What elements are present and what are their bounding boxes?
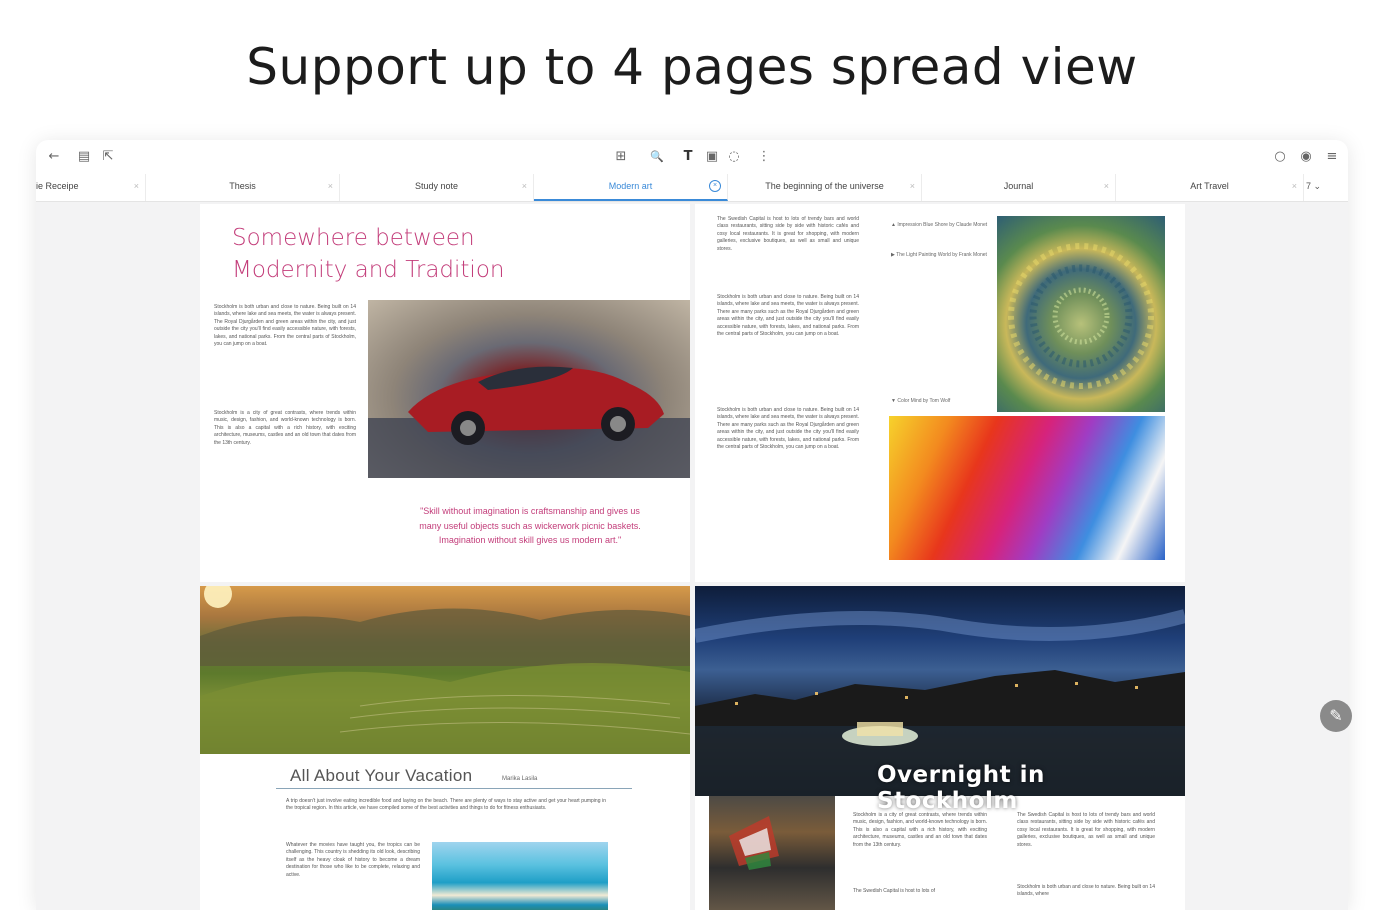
abstract-mosaic-painting xyxy=(997,216,1165,412)
close-icon[interactable]: × xyxy=(909,181,915,191)
tab-bar xyxy=(36,174,1348,202)
red-sports-car-image xyxy=(368,300,690,478)
page-title-line-2: Modernity and Tradition xyxy=(232,257,505,283)
eye-reading-icon[interactable]: ◉ xyxy=(1300,149,1312,164)
tab-thesis[interactable] xyxy=(146,174,340,201)
image-caption: ▼ Color Mind by Tom Wolf xyxy=(891,398,951,404)
page-title-line-1: Somewhere between xyxy=(232,225,475,251)
tab-label: Thesis xyxy=(229,181,256,191)
tab-label: The beginning of the universe xyxy=(765,181,884,191)
banner-title: Overnight in Stockholm xyxy=(877,762,1045,814)
close-icon[interactable]: × xyxy=(709,180,721,192)
article-author: Marika Lasila xyxy=(502,776,538,782)
body-paragraph: The Swedish Capital is host to lots of xyxy=(853,888,935,894)
app-window xyxy=(36,140,1348,910)
body-paragraph: Stockholm is both urban and close to nature. Being built on 14 islands, where lake and sea meets, the water is always present. There are many parks such as the Royal Djurgården and green areas within the city, and just outside the city you'll find easily accessible nature, with forests, lakes, and national parks. From the central parts of Stockholm, you can jump on a boat. xyxy=(717,294,859,338)
tab-study-note[interactable] xyxy=(340,174,534,201)
body-paragraph: Stockholm is a city of great contrasts, where trends within music, design, fashion, and world-known technology is born. This is also a capital with a rich history, with exciting architecture, museums, castles and an old town that dates from the 13th century. xyxy=(853,812,987,848)
search-zoom-icon[interactable]: 🔍 xyxy=(650,150,664,163)
page-4 xyxy=(695,586,1185,910)
body-paragraph: Stockholm is a city of great contrasts, where trends within music, design, fashion, and world-known technology is born. This is also a capital with a rich history, with exciting architecture, museums, castles and an old town that dates from the 13th century. xyxy=(214,410,356,446)
tab-label: Journal xyxy=(1003,181,1034,191)
tab-label: Art Travel xyxy=(1190,181,1229,191)
tab-recipe[interactable] xyxy=(36,174,146,201)
thumbnail-grid-icon[interactable]: ⊞ xyxy=(615,149,627,164)
tab-overflow-button[interactable]: 7 ⌄ xyxy=(1306,181,1322,191)
close-icon[interactable]: × xyxy=(1103,181,1109,191)
body-paragraph: The Swedish Capital is host to lots of trendy bars and world class restaurants, sitting side by side with historic cafés and cosy local restaurants. It is great for shopping, with modern galleries, exclusive boutiques, as well as small and unique stores. xyxy=(717,216,859,252)
page-2 xyxy=(695,204,1185,582)
body-paragraph: Stockholm is both urban and close to nature. Being built on 14 islands, where lake and sea meets, the water is always present. There are many parks such as the Royal Djurgården and green areas within the city, and just outside the city you'll find easily accessible nature, with forests, lakes, and national parks. From the central parts of Stockholm, you can jump on a boat. xyxy=(717,407,859,451)
tab-art-travel[interactable] xyxy=(1116,174,1304,201)
headline: Support up to 4 pages spread view xyxy=(246,38,1138,96)
text-tool-icon[interactable]: T xyxy=(683,149,693,164)
tab-label: Modern art xyxy=(608,181,653,191)
settings-icon[interactable]: ≡ xyxy=(1326,149,1338,164)
pull-quote: "Skill without imagination is craftsmanship and gives us many useful objects such as wickerwork picnic baskets. Imagination without skill gives us modern art." xyxy=(419,506,641,545)
tab-label: Study note xyxy=(414,181,459,191)
body-paragraph: Stockholm is both urban and close to nature. Being built on 14 islands, where lake and sea meets, the water is always present. The Royal Djurgården and green areas within the city, and just outside the city you'll find easily accessible nature, with forests, lakes, and national parks. From the central parts of Stockholm, you can jump on a boat. xyxy=(214,304,356,348)
article-title: All About Your Vacation xyxy=(290,766,473,785)
image-tool-icon[interactable]: ▣ xyxy=(705,149,719,164)
tab-label: ie Receipe xyxy=(36,181,79,191)
body-paragraph: A trip doesn't just involve eating incredible food and laying on the beach. There are plenty of ways to stay active and get your heart pumping in the tropical region. In this article, we have compiled some of the best activities and things to do for fitness enthusiasts. xyxy=(286,798,606,812)
back-arrow-icon[interactable]: ← xyxy=(48,149,60,164)
close-icon[interactable]: × xyxy=(521,181,527,191)
tab-journal[interactable] xyxy=(922,174,1116,201)
comment-icon[interactable]: ◌ xyxy=(728,149,740,164)
more-icon[interactable]: ⋮ xyxy=(757,149,771,164)
tab-modern-art[interactable] xyxy=(534,174,728,201)
page-3 xyxy=(200,586,690,910)
image-caption: ▶ The Light Painting World by Frank Monet xyxy=(891,252,987,258)
close-icon[interactable]: × xyxy=(1291,181,1297,191)
title-divider xyxy=(276,788,632,789)
pen-tool-button[interactable] xyxy=(1320,700,1352,732)
body-paragraph: Whatever the movies have taught you, the tropics can be challenging. This country is shedding its old look, describing itself as the heavy cloak of history to become a dream destination for those who like to be complete, relaxing and active. xyxy=(286,842,420,878)
old-town-alley-image xyxy=(709,796,835,910)
tab-beginning-of-universe[interactable] xyxy=(728,174,922,201)
pencil-icon: ✎ xyxy=(1329,706,1343,725)
page-1 xyxy=(200,204,690,582)
grid-list-icon[interactable]: ▤ xyxy=(77,149,91,164)
colorful-paint-splash-image xyxy=(889,416,1165,560)
toolbar xyxy=(36,140,1348,174)
close-icon[interactable]: × xyxy=(133,181,139,191)
body-paragraph: Stockholm is both urban and close to nature. Being built on 14 islands, where xyxy=(1017,884,1155,898)
close-icon[interactable]: × xyxy=(327,181,333,191)
share-icon[interactable]: ⇱ xyxy=(102,149,114,164)
image-caption: ▲ Impression Blue Shore by Claude Monet xyxy=(891,222,988,228)
body-paragraph: The Swedish Capital is host to lots of trendy bars and world class restaurants, sitting side by side with historic cafés and cosy local restaurants. It is great for shopping, with modern galleries, exclusive boutiques, as well as small and unique stores. xyxy=(1017,812,1155,848)
terraced-hills-sunset-image xyxy=(200,586,690,754)
search-icon[interactable]: ○ xyxy=(1274,149,1286,164)
